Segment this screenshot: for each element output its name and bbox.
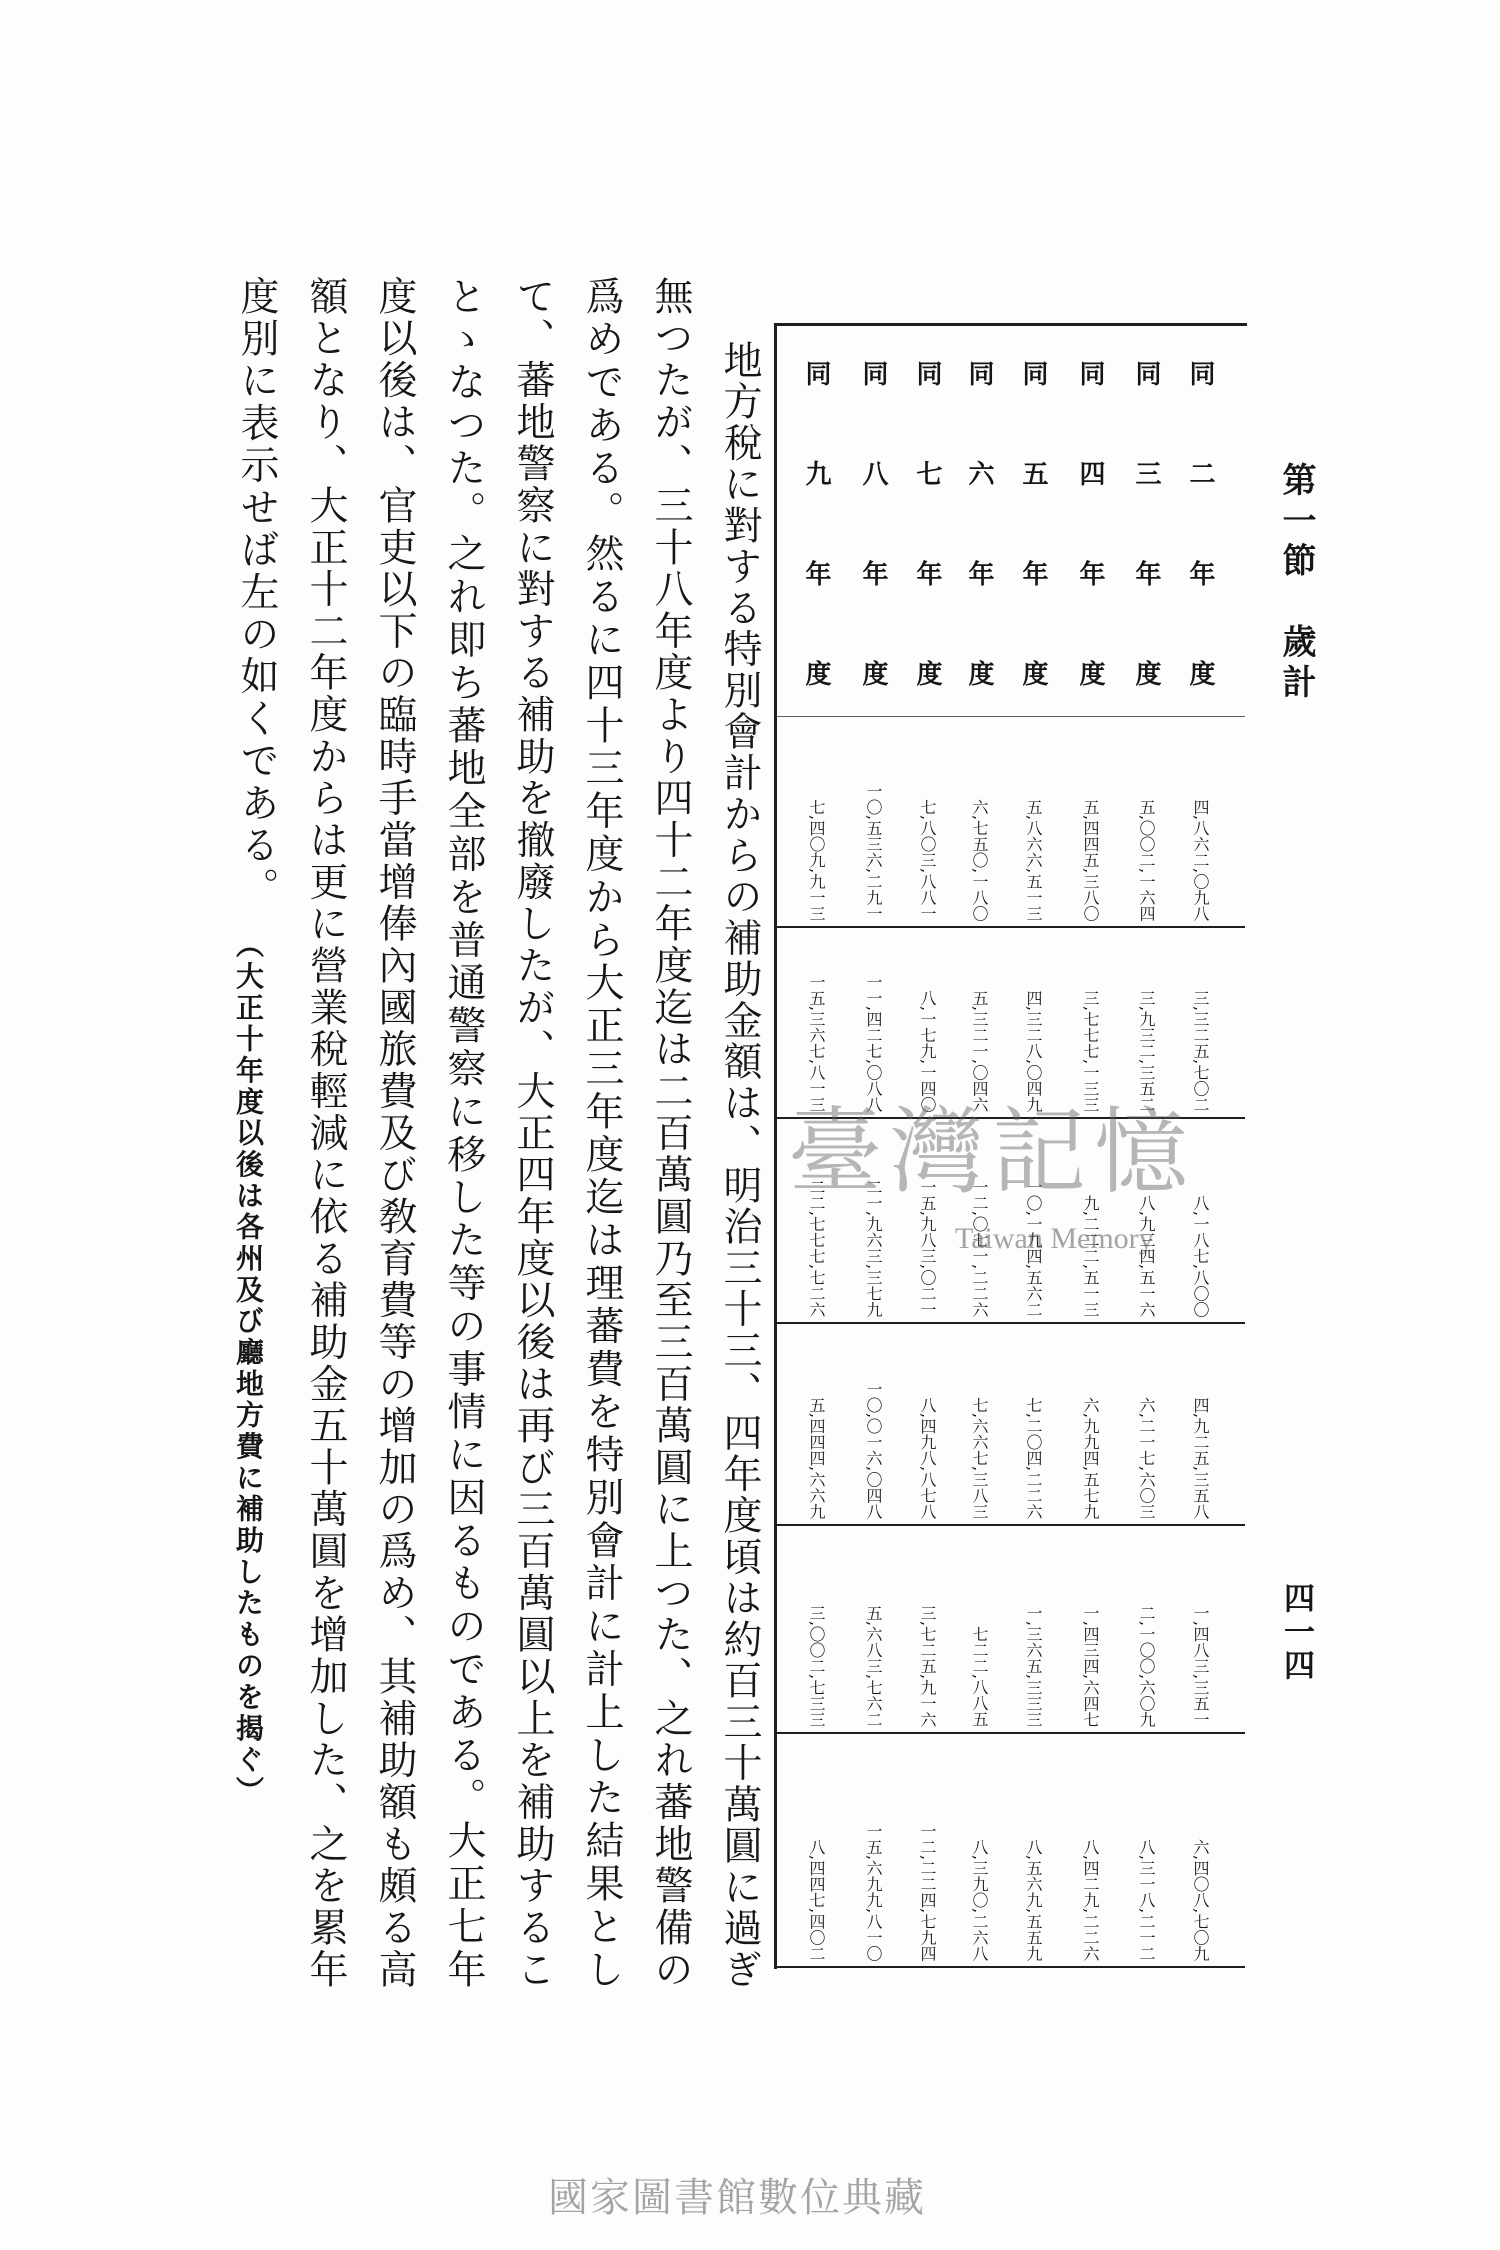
table-cell-value: 七,八〇三,八八一 — [918, 798, 937, 921]
table-cell-value: 五,四四四,六六九 — [807, 1396, 826, 1519]
table-cell-year: 同九年度 — [801, 360, 831, 686]
table-cell-value: 一五,三六七,八一三 — [807, 973, 826, 1112]
page-number: 四一四 — [1278, 1582, 1314, 1680]
table-cell-year: 同五年度 — [1018, 360, 1048, 686]
table-cell-value: 五,八六六,五一三 — [1024, 798, 1043, 921]
table-cell-value: 二二,七七七,七二六 — [807, 1178, 826, 1317]
table-header-rule — [777, 716, 1245, 717]
table-cell-value: 四,三二八,〇四九 — [1024, 989, 1043, 1112]
table-cell-value: 八,四二九,二二六 — [1081, 1838, 1100, 1961]
table-cell-value: 八,五六九,五五九 — [1024, 1838, 1043, 1961]
body-text-line: 無つたが、三十八年度より四十二年度迄は二百萬圓乃至三百萬圓に上つた、之れ蕃地警備の — [648, 276, 693, 1988]
table-cell-value: 三,九三二,三五二 — [1137, 989, 1156, 1112]
watermark-logo-subtext: Taiwan Memory — [955, 1222, 1154, 1255]
table-cell-year: 同六年度 — [964, 360, 994, 686]
table-cell-value: 六,二一七,六〇三 — [1137, 1396, 1156, 1519]
table-cell-value: 八,一七九,一四〇 — [918, 989, 937, 1112]
table-section-rule — [777, 1524, 1245, 1526]
table-cell-value: 三,七七七,一三三 — [1081, 989, 1100, 1112]
table-section-rule — [777, 926, 1245, 928]
table-cell-value: 一一,四二七,〇八八 — [864, 973, 883, 1112]
table-cell-value: 七,六六七,三八三 — [970, 1396, 989, 1519]
table-cell-value: 三,三二五,七〇二 — [1191, 989, 1210, 1112]
table-cell-year: 同八年度 — [858, 360, 888, 686]
table-section-rule — [777, 1732, 1245, 1734]
body-text-line: 度別に表示せば左の如くである。 — [234, 276, 279, 906]
table-cell-value: 八,一八七,八〇〇 — [1191, 1194, 1210, 1317]
table-cell-value: 九,二二二,五一三 — [1081, 1194, 1100, 1317]
table-cell-value: 一,三六五,三三三 — [1024, 1604, 1043, 1727]
body-text-line: て、蕃地警察に對する補助を撤廢したが、大正四年度以後は再び三百萬圓以上を補助するこ — [510, 276, 555, 1988]
table-cell-value: 四,八六二,〇九八 — [1191, 798, 1210, 921]
body-text-line: 爲めである。然るに四十三年度から大正三年度迄は理蕃費を特別會計に計上した結果とし — [579, 276, 624, 1989]
table-cell-year: 同四年度 — [1075, 360, 1105, 686]
table-cell-year: 同三年度 — [1131, 360, 1161, 686]
body-text-line: 地方稅に對する特別會計からの補助金額は、明治三十三、四年度頃は約百三十萬圓に過ぎ — [717, 340, 762, 1989]
table-left-rule — [774, 323, 777, 1969]
table-cell-value: 一二,〇七一,二二六 — [970, 1178, 989, 1317]
table-cell-value: 八,九三四,五一六 — [1137, 1194, 1156, 1317]
table-cell-value: 六,四〇八,七〇九 — [1191, 1838, 1210, 1961]
watermark-logo-text: 臺灣記憶 — [788, 1098, 1197, 1207]
table-cell-value: 八,三九〇,二六八 — [970, 1838, 989, 1961]
table-cell-value: 一〇,五三六,二九一 — [864, 782, 883, 921]
table-cell-value: 二,一〇〇,六〇九 — [1137, 1604, 1156, 1727]
table-cell-value: 一五,九八三,〇二一 — [918, 1178, 937, 1317]
body-text-line: 額となり、大正十二年度からは更に營業稅輕減に依る補助金五十萬圓を增加した、之を累年 — [303, 276, 348, 1988]
table-cell-value: 五,三二一,〇四六 — [970, 989, 989, 1112]
table-cell-value: 五,〇〇二,一六四 — [1137, 798, 1156, 921]
table-top-rule — [775, 323, 1247, 326]
table-cell-value: 八,四九八,八七八 — [918, 1396, 937, 1519]
table-cell-value: 一,四八三,三五一 — [1191, 1604, 1210, 1727]
section-title: 第一節 歲計 — [1276, 462, 1316, 698]
table-cell-value: 五,四四五,三八〇 — [1081, 798, 1100, 921]
table-cell-value: 一,四三四,六四七 — [1081, 1604, 1100, 1727]
table-cell-value: 一〇,〇一六,〇四八 — [864, 1380, 883, 1519]
body-note: （大正十年度以後は各州及び廳地方費に補助したものを揭ぐ） — [232, 930, 265, 1804]
table-cell-value: 六,七五〇,一八〇 — [970, 798, 989, 921]
table-cell-value: 六,九九四,五七九 — [1081, 1396, 1100, 1519]
footer-watermark: 國家圖書館數位典藏 — [548, 2175, 926, 2221]
body-text-line: 度以後は、官吏以下の臨時手當增俸內國旅費及び敎育費等の增加の爲め、其補助額も頗る高 — [372, 276, 417, 1988]
table-cell-value: 一二,二二四,七九四 — [918, 1822, 937, 1961]
table-cell-value: 一五,六九九,八一〇 — [864, 1822, 883, 1961]
table-cell-value: 八,四四七,四〇二 — [807, 1838, 826, 1961]
table-cell-value: 八,三一八,二一二 — [1137, 1838, 1156, 1961]
table-cell-value: 七,二〇四,二二六 — [1024, 1396, 1043, 1519]
table-cell-value: 三,七二五,九一六 — [918, 1604, 937, 1727]
table-cell-value: 五,六八三,七六二 — [864, 1604, 883, 1727]
body-text-line: とゝなつた。之れ即ち蕃地全部を普通警察に移した等の事情に因るものである。大正七年 — [441, 276, 486, 1989]
table-cell-value: 四,九二五,三五八 — [1191, 1396, 1210, 1519]
table-bottom-rule — [777, 1966, 1245, 1968]
table-cell-value: 七二二,八八五 — [970, 1625, 989, 1727]
table-cell-value: 七,四〇九,九一三 — [807, 798, 826, 921]
table-section-rule — [777, 1322, 1245, 1324]
table-cell-year: 同二年度 — [1185, 360, 1215, 686]
table-cell-value: 一〇,一九四,五六二 — [1024, 1178, 1043, 1317]
table-cell-value: 二一,九六三,三七九 — [864, 1178, 883, 1317]
table-cell-year: 同七年度 — [912, 360, 942, 686]
table-cell-value: 三,〇〇二,七三三 — [807, 1604, 826, 1727]
